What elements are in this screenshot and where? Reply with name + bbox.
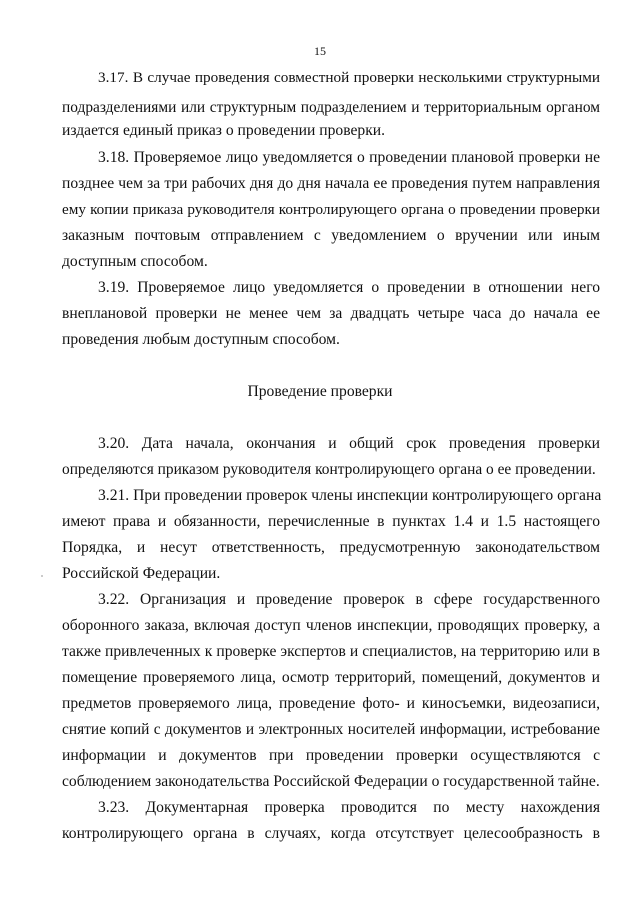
paragraph-3-17-line-1: 3.17. В случае проведения совместной проверки несколькими структурными	[98, 69, 600, 86]
paragraph-3-22-line-7: информации и документов при проведении проверки осуществляются с	[62, 747, 600, 764]
paragraph-3-17-line-2: подразделениями или структурным подразделением и территориальным органом	[62, 99, 600, 116]
paragraph-3-19-line-1: 3.19. Проверяемое лицо уведомляется о проведении в отношении него	[98, 279, 600, 296]
paragraph-3-17-line-3: издается единый приказ о проведении проверки.	[62, 122, 386, 139]
paragraph-3-20-line-2: определяются приказом руководителя контролирующего органа о ее проведении.	[62, 461, 596, 478]
paragraph-3-18-line-3: ему копии приказа руководителя контролирующего органа о проведении проверки	[62, 201, 600, 218]
paragraph-3-18-line-1: 3.18. Проверяемое лицо уведомляется о проведении плановой проверки не	[98, 149, 600, 166]
paragraph-3-21-line-1: 3.21. При проведении проверок члены инспекции контролирующего органа	[98, 487, 602, 504]
paragraph-3-22-line-6: снятие копий с документов и электронных носителей информации, истребование	[62, 721, 600, 738]
paragraph-3-21-line-3: Порядка, и несут ответственность, предусмотренную законодательством	[62, 539, 600, 556]
paragraph-3-23-line-2: контролирующего органа в случаях, когда отсутствует целесообразность в	[62, 825, 600, 842]
paragraph-3-21-line-2: имеют права и обязанности, перечисленные в пунктах 1.4 и 1.5 настоящего	[62, 513, 600, 530]
paragraph-3-20-line-1: 3.20. Дата начала, окончания и общий срок проведения проверки	[98, 435, 600, 452]
section-heading: Проведение проверки	[247, 383, 393, 400]
scan-speck	[41, 575, 43, 577]
paragraph-3-19-line-3: проведения любым доступным способом.	[62, 331, 340, 348]
paragraph-3-18-line-5: доступным способом.	[62, 253, 208, 270]
paragraph-3-21-line-4: Российской Федерации.	[62, 565, 221, 582]
paragraph-3-22-line-2: оборонного заказа, включая доступ членов инспекции, проводящих проверку, а	[62, 617, 600, 634]
paragraph-3-19-line-2: внеплановой проверки не менее чем за двадцать четыре часа до начала ее	[62, 305, 600, 322]
page-number: 15	[314, 44, 326, 58]
paragraph-3-18-line-2: позднее чем за три рабочих дня до дня начала ее проведения путем направления	[62, 175, 600, 192]
paragraph-3-22-line-5: предметов проверяемого лица, проведение фото- и киносъемки, видеозаписи,	[62, 695, 600, 712]
paragraph-3-22-line-3: также привлеченных к проверке экспертов и специалистов, на территорию или в	[62, 643, 600, 660]
paragraph-3-22-line-1: 3.22. Организация и проведение проверок в сфере государственного	[98, 591, 600, 608]
paragraph-3-22-line-8: соблюдением законодательства Российской Федерации о государственной тайне.	[62, 773, 600, 790]
paragraph-3-22-line-4: помещение проверяемого лица, осмотр территорий, помещений, документов и	[62, 669, 600, 686]
paragraph-3-18-line-4: заказным почтовым отправлением с уведомлением о вручении или иным	[62, 227, 600, 244]
paragraph-3-23-line-1: 3.23. Документарная проверка проводится по месту нахождения	[98, 799, 600, 816]
